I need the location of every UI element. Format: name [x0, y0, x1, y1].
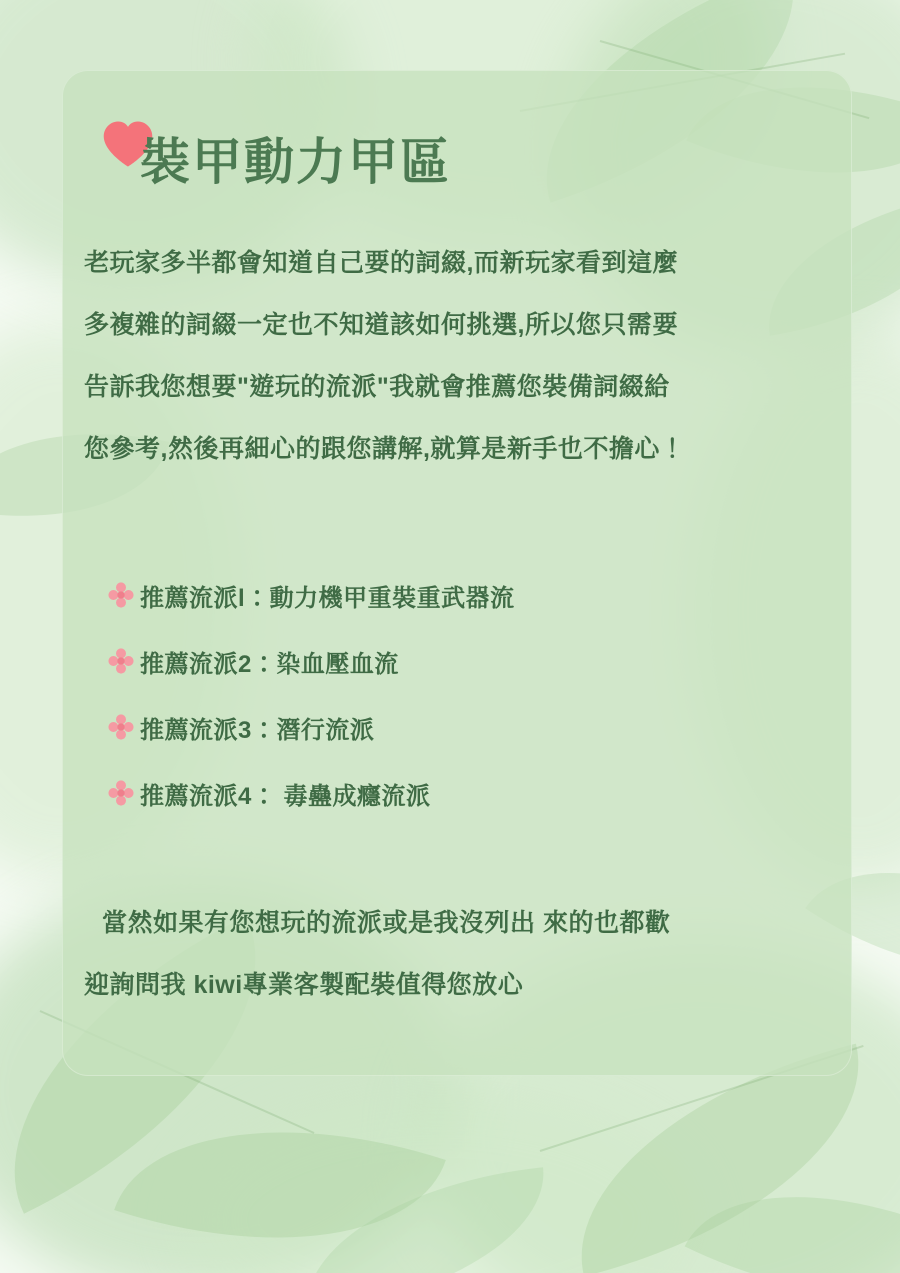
- flower-icon: [108, 648, 134, 674]
- intro-line: 告訴我您想要"遊玩的流派"我就會推薦您裝備詞綴給: [84, 373, 670, 401]
- list-item-label: 推薦流派3：潛行流派: [140, 716, 375, 744]
- flower-icon: [108, 780, 134, 806]
- content-card: [62, 70, 852, 1076]
- footer-line: 迎詢問我 kiwi專業客製配裝值得您放心: [84, 971, 524, 999]
- flower-icon: [108, 714, 134, 740]
- flower-icon: [108, 582, 134, 608]
- list-item-label: 推薦流派4： 毒蠱成癮流派: [140, 782, 431, 810]
- list-item: [72, 694, 832, 760]
- footer-line: 當然如果有您想玩的流派或是我沒列出 來的也都歡: [102, 909, 671, 937]
- list-item-label: 推薦流派l：動力機甲重裝重武器流: [140, 584, 515, 612]
- intro-line: 您參考,然後再細心的跟您講解,就算是新手也不擔心！: [84, 435, 686, 463]
- list-item: [72, 628, 832, 694]
- list-item: [72, 760, 832, 826]
- footer-paragraph: [84, 892, 836, 1016]
- intro-line: 老玩家多半都會知道自己要的詞綴,而新玩家看到這麼: [84, 249, 678, 277]
- list-item-label: 推薦流派2：染血壓血流: [140, 650, 399, 678]
- page-title: 裝甲動力甲區: [140, 134, 452, 190]
- intro-line: 多複雜的詞綴一定也不知道該如何挑選,所以您只需要: [84, 311, 678, 339]
- intro-paragraph: [84, 232, 832, 480]
- list-item: [72, 562, 832, 628]
- recommendation-list: [72, 562, 832, 826]
